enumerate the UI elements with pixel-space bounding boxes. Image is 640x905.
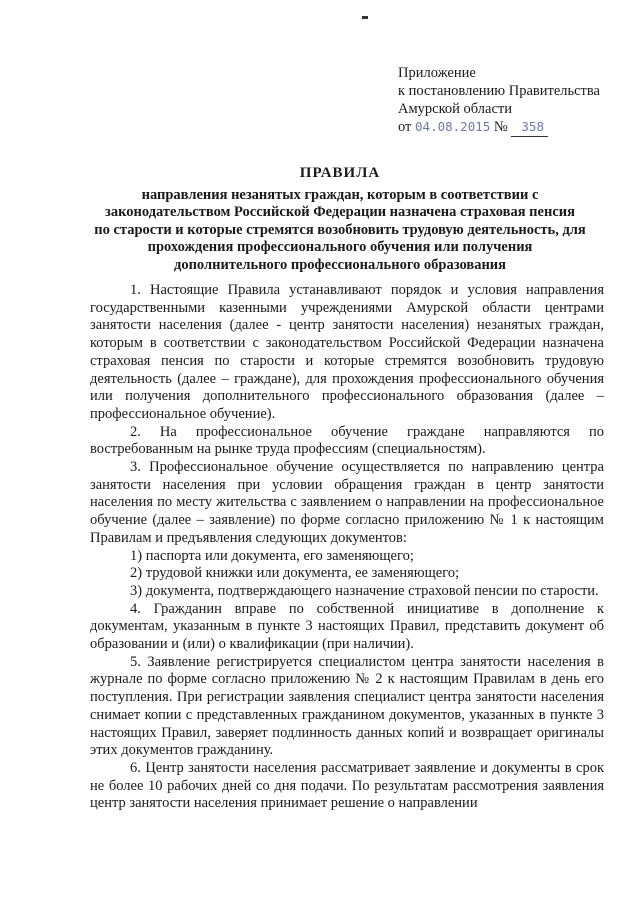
list-item-3: 3) документа, подтверждающего назначение страховой пенсии по старости. (130, 582, 599, 599)
paragraph-4: 4. Гражданин вправе по собственной инициативе в дополнение к документам, указанным в пункте 3 настоящих Правил, представить документ об образовании и (или) о квалификации (при наличии). (90, 600, 604, 653)
approval-line-1: Приложение (398, 65, 476, 81)
approval-line-2: к постановлению Правительства (398, 83, 600, 99)
document-title: ПРАВИЛА (299, 165, 381, 181)
handwritten-date: 04.08.2015 (415, 119, 491, 134)
list-item-2: 2) трудовой книжки или документа, ее заменяющего; (130, 565, 460, 582)
rules-title-block (80, 165, 600, 274)
paragraph-2: 2. На профессиональное обучение граждане направляются по востребованным на рынке труда профессиям (специальностям). (90, 423, 604, 458)
handwritten-number: 358 (511, 118, 548, 137)
rules-body (90, 282, 604, 813)
paragraph-3: 3. Профессиональное обучение осуществляется по направлению центра занятости населения при условии обращения граждан в центр занятости населения по месту жительства с заявлением о направлении на профессиональное обучение (далее – заявление) по форме согласно приложению № 1 к настоящим Правилам и предъявления следующих документов: (90, 459, 604, 546)
approval-block (398, 64, 628, 137)
approval-line-3: Амурской области (398, 101, 512, 117)
paragraph-6: 6. Центр занятости населения рассматривает заявление и документы в срок не более 10 рабочих дней со дня подачи. По результатам рассмотрения заявления центр занятости населения принимает решение о направлении (90, 759, 604, 812)
subtitle-line: направления незанятых граждан, которым в соответствии с (141, 186, 539, 203)
paragraph-1: 1. Настоящие Правила устанавливают порядок и условия направления государственными казенными учреждениями Амурской области центрами занятости населения (далее - центр занятости населения) незанятых граждан, которым в соответствии с законодательством Российской Федерации назначена страховая пенсия по старости и которые стремятся возобновить трудовую деятельность (далее – граждане), для прохождения профессионального обучения или получения дополнительного профессионального образования (далее – профессиональное обучение). (90, 282, 604, 422)
paragraph-5: 5. Заявление регистрируется специалистом центра занятости населения в журнале по форме согласно приложению № 2 к настоящим Правилам в день его поступления. При регистрации заявления специалист центра занятости населения снимает копии с представленных гражданином документов, указанных в пункте 3 настоящих Правил, заверяет подлинность данных копий и возвращает оригиналы этих документов гражданину. (90, 653, 604, 759)
subtitle-line: дополнительного профессионального образования (173, 256, 506, 273)
number-prefix: № (493, 119, 508, 135)
list-item-1: 1) паспорта или документа, его заменяющего; (130, 547, 414, 564)
subtitle-line: прохождения профессионального обучения или получения (147, 239, 533, 255)
subtitle-line: законодательством Российской Федерации назначена страховая пенсия (105, 204, 575, 220)
approval-date-line (398, 118, 628, 137)
scan-mark (362, 16, 368, 19)
subtitle-line: по старости и которые стремятся возобновить трудовую деятельность, для (94, 221, 586, 238)
date-prefix: от (398, 119, 412, 135)
